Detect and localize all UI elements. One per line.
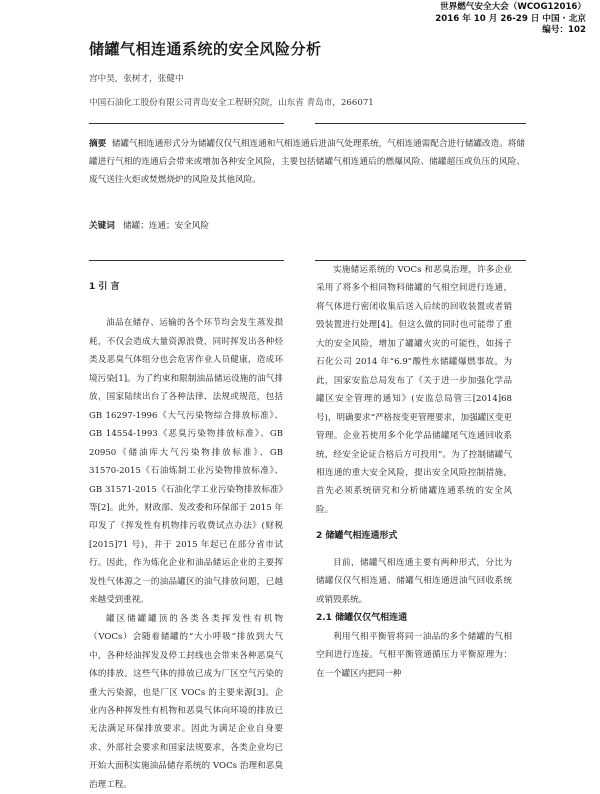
section-2-paragraph-1: 目前，储罐气相连通主要有两种形式，分比为储罐仅仅气相连通、储罐气相连通进油气回收系统或销毁系统。 <box>316 557 512 605</box>
affiliation: 中国石油化工股份有限公司青岛安全工程研究院，山东省 青岛市，266071 <box>89 98 374 108</box>
authors: 宫中昊，张树才，张健中 <box>89 74 184 84</box>
paper-title: 储罐气相连通系统的安全风险分析 <box>89 40 322 58</box>
conference-date-place: 2016 年 10 月 26-29 日 中国 · 北京 <box>435 13 586 24</box>
section-1-paragraph-2: 罐区储罐罐顶的各类各类挥发性有机物（VOCs）会随着储罐的“大小呼吸”排放到大气中，各种烃油挥发及停工封线也会带来各种恶臭气体的排放。这些气体的排放已成为厂区空气污染的重大污染源，也是厂区 VOCs 的主要来源[3]。企业内各种挥发性有机物和恶臭气体向环境的排放已无法满足环保排放要求。因此为满足企业自身要求、外部社会要求和国家法规要求，各类企业均已开始大面积实施油品储存系统的 VOCs 治理和恶臭治理工程。 <box>89 613 283 790</box>
paper-number: 编号：102 <box>542 25 586 35</box>
section-2-1-heading: 2.1 储罐仅仅气相连通 <box>316 613 408 624</box>
conference-name: 世界燃气安全大会（WCOG12016） <box>440 2 586 12</box>
abstract-rule-left <box>89 123 284 124</box>
abstract <box>89 135 525 190</box>
abstract-label: 摘要 <box>89 139 107 149</box>
section-1-paragraph-1: 油品在储存、运输的各个环节均会发生蒸发损耗，不仅会造成大量资源浪费，同时挥发出各种烃类及恶臭气体组分也会危害作业人员健康，造成环境污染[1]。为了约束和限制油品储运设施的油气排放，国家陆续出台了各种法律、法规或规范，包括 GB 16297-1996《大气污染物综合排放标准》、GB 14554-1993《恶臭污染物排放标准》、GB 20950《储油库大气污染物排放标准》、GB 31570-2015《石油炼制工业污染物排放标准》、GB 31571-2015《石油化学工业污染物排放标准》等[2]。此外，财政部、发改委和环保部于 2015 年印发了《挥发性有机物排污收费试点办法》(财税[2015]71 号)，并于 2015 年起已在部分省市试行。因此，作为炼化企业和油品储运企业的主要挥发性气体源之一的油品罐区的油气排放问题，已越来越受到重视。 <box>89 318 283 606</box>
keywords <box>89 219 209 231</box>
section-2-1-paragraph-1: 利用气相平衡管将同一油品的多个储罐的气相空间进行连接。气相平衡管通循压力平衡原理为：在一个罐区内把同一种 <box>316 631 512 679</box>
left-column <box>89 278 283 794</box>
keywords-label: 关键词 <box>89 221 115 231</box>
right-column <box>316 261 512 683</box>
abstract-text: 储罐气相连通形式分为储罐仅仅气相连通和气相连通后进油气处理系统，气相连通需配合进行储罐改造。将储罐进行气相的连通后会带来或增加各种安全风险，主要包括储罐气相连通后的燃爆风险、储罐超压或负压的风险、废气送往火炬或焚燃烧炉的风险及其他风险。 <box>89 139 525 186</box>
section-2-heading: 2 储罐气相连通形式 <box>316 531 398 542</box>
keywords-text: 储罐；连通；安全风险 <box>123 221 209 231</box>
abstract-rule-right <box>315 123 526 124</box>
section-1-heading: 1 引 言 <box>89 282 120 292</box>
section-1-paragraph-3: 实施储运系统的 VOCs 和恶臭治理，许多企业采用了将多个相同物料储罐的气相空间进行连通，将气体进行密闭收集后送入后续的回收装置或者销毁装置进行处理[4]。但这么做的同时也可能带了重大的安全风险，增加了罐罐火灾的可能性，如扬子石化公司 2014 年“6.9”酸性水储罐爆燃事故。为此，国家安监总局发布了《关于进一步加强化学品罐区安全管理的通知》(安监总局管三[2014]68 号)，明确要求“严格按变更管理要求，加强罐区变更管理。企业若使用多个化学品储罐尾气连通回收系统，经安全论证合格后方可投用”。为了控制储罐气相连通的重大安全风险，提出安全风险控制措施，首先必须系统研究和分析储罐连通系统的安全风险。 <box>316 265 512 515</box>
body-rule-left <box>89 260 284 261</box>
conference-header <box>435 2 586 37</box>
